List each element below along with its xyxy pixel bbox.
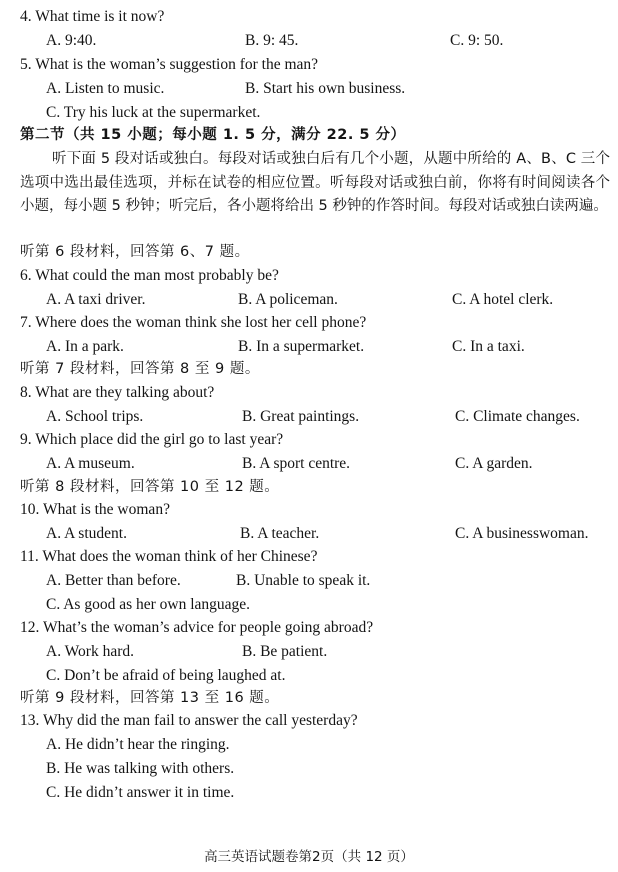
section-2-instructions: 听下面 5 段对话或独白。每段对话或独白后有几个小题，从题中所给的 A、B、C 三个选项中选出最佳选项，并标在试卷的相应位置。听每段对话或独白前，你将有时间阅读各个小题，每小题 5 秒钟；听完后，各小题将给出 5 秒钟的作答时间。每段对话或独白读两遍。	[20, 151, 610, 214]
q13-option-a: A. He didn’t hear the ringing.	[46, 736, 230, 753]
q7-option-c: C. In a taxi.	[452, 338, 525, 355]
q8-option-a: A. School trips.	[46, 408, 144, 425]
section-2-heading: 第二节（共 15 小题；每小题 1. 5 分，满分 22. 5 分）	[20, 127, 406, 143]
q6-option-b: B. A policeman.	[238, 291, 338, 308]
material-6-header: 听第 6 段材料，回答第 6、7 题。	[20, 244, 250, 260]
q4-option-a: A. 9:40.	[46, 32, 97, 49]
q4-option-c: C. 9: 50.	[450, 32, 504, 49]
q7-option-a: A. In a park.	[46, 338, 124, 355]
question-4: 4. What time is it now?	[20, 8, 165, 25]
q12-option-b: B. Be patient.	[242, 643, 328, 660]
q13-option-c: C. He didn’t answer it in time.	[46, 784, 235, 801]
q7-option-b: B. In a supermarket.	[238, 338, 365, 355]
material-9-header: 听第 9 段材料，回答第 13 至 16 题。	[20, 690, 280, 706]
q8-option-b: B. Great paintings.	[242, 408, 360, 425]
question-5: 5. What is the woman’s suggestion for the man?	[20, 56, 319, 73]
q4-option-b: B. 9: 45.	[245, 32, 299, 49]
q5-option-c: C. Try his luck at the supermarket.	[46, 104, 261, 121]
q10-option-a: A. A student.	[46, 525, 127, 542]
q9-option-c: C. A garden.	[455, 455, 533, 472]
q13-option-b: B. He was talking with others.	[46, 760, 235, 777]
q9-option-a: A. A museum.	[46, 455, 135, 472]
question-6: 6. What could the man most probably be?	[20, 267, 279, 284]
question-9: 9. Which place did the girl go to last year?	[20, 431, 284, 448]
q8-option-c: C. Climate changes.	[455, 408, 580, 425]
question-11: 11. What does the woman think of her Chinese?	[20, 548, 318, 565]
q12-option-c: C. Don’t be afraid of being laughed at.	[46, 667, 286, 684]
q9-option-b: B. A sport centre.	[242, 455, 351, 472]
q11-option-a: A. Better than before.	[46, 572, 181, 589]
material-7-header: 听第 7 段材料，回答第 8 至 9 题。	[20, 361, 260, 377]
q6-option-c: C. A hotel clerk.	[452, 291, 554, 308]
question-10: 10. What is the woman?	[20, 501, 170, 518]
question-8: 8. What are they talking about?	[20, 384, 215, 401]
question-13: 13. Why did the man fail to answer the call yesterday?	[20, 712, 358, 729]
q5-option-b: B. Start his own business.	[245, 80, 406, 97]
q10-option-b: B. A teacher.	[240, 525, 320, 542]
q11-option-c: C. As good as her own language.	[46, 596, 251, 613]
q11-option-b: B. Unable to speak it.	[236, 572, 371, 589]
question-7: 7. Where does the woman think she lost her cell phone?	[20, 314, 367, 331]
q5-option-a: A. Listen to music.	[46, 80, 165, 97]
question-12: 12. What’s the woman’s advice for people going abroad?	[20, 619, 374, 636]
q6-option-a: A. A taxi driver.	[46, 291, 146, 308]
q10-option-c: C. A businesswoman.	[455, 525, 589, 542]
material-8-header: 听第 8 段材料，回答第 10 至 12 题。	[20, 479, 280, 495]
q12-option-a: A. Work hard.	[46, 643, 135, 660]
page-footer: 高三英语试题卷第2页（共 12 页）	[204, 849, 414, 865]
